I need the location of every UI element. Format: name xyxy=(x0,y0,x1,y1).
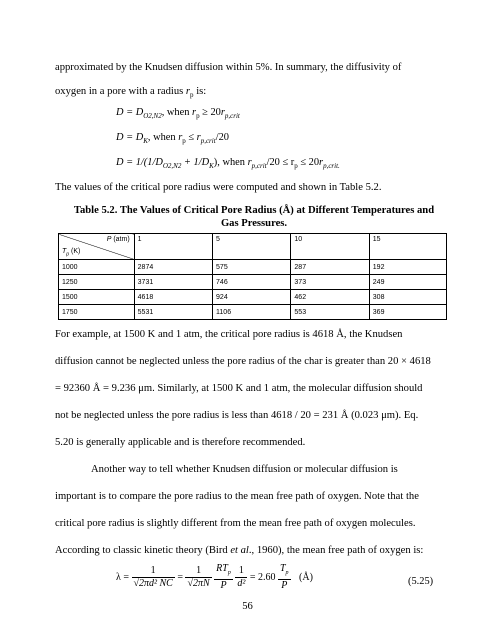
numerator: 1 xyxy=(235,565,247,578)
temperature-unit: (K) xyxy=(69,247,81,255)
table-row xyxy=(59,305,447,320)
eq-sub: p,crit xyxy=(251,162,267,171)
subscript: p xyxy=(190,91,194,100)
table-cell: 575 xyxy=(213,260,291,275)
caption-line-1: Table 5.2. The Values of Critical Pore Radius (Å) at Different Temperatures and xyxy=(73,205,435,216)
eq-var: r xyxy=(319,157,324,168)
eq-sub: O2,N2 xyxy=(162,162,182,171)
eq-sub: p,crit. xyxy=(323,162,340,171)
eq-sub: K xyxy=(143,137,148,146)
eq-text: /20 ≤ r xyxy=(266,157,295,168)
equals: = xyxy=(177,572,183,583)
lambda-symbol: λ = xyxy=(116,572,129,583)
fraction xyxy=(214,563,233,592)
caption-line-2: Gas Pressures. xyxy=(220,218,288,229)
eq-text: ), when xyxy=(213,157,248,168)
eq-sub: K xyxy=(209,162,214,171)
equation-number: (5.25) xyxy=(408,576,434,587)
table-header-row xyxy=(59,234,447,260)
eq-var: r xyxy=(196,132,201,143)
pressure-unit: (atm) xyxy=(111,236,130,243)
critical-pore-radius-table xyxy=(58,233,447,320)
paragraph-4-line-1: Another way to tell whether Knudsen diffusion or molecular diffusion is xyxy=(91,464,398,475)
fraction xyxy=(278,563,291,592)
paragraph-3-line-5: 5.20 is generally applicable and is therefore recommended. xyxy=(55,437,306,448)
text-italic: et al xyxy=(230,545,249,556)
eq-text: + 1/D xyxy=(181,157,210,168)
coefficient: = 2.60 xyxy=(249,572,276,583)
paragraph-4-line-2: important is to compare the pore radius to the mean free path of oxygen. Note that the xyxy=(55,491,419,502)
table-cell: 287 xyxy=(291,260,369,275)
eq-text: ≤ 20 xyxy=(297,157,320,168)
paragraph-2: The values of the critical pore radius were computed and shown in Table 5.2. xyxy=(55,182,382,193)
eq-text: , when xyxy=(161,107,193,118)
eq-lhs: D = D xyxy=(116,107,144,118)
denominator: √2πN xyxy=(187,578,210,589)
eq-sub: p,crit xyxy=(200,137,216,146)
numerator xyxy=(214,563,233,580)
denominator: P xyxy=(281,580,288,591)
eq-text: /20 xyxy=(215,132,229,143)
table-cell: 192 xyxy=(369,260,446,275)
temperature-var: T xyxy=(62,247,67,255)
table-cell: 462 xyxy=(291,290,369,305)
num-sub: p xyxy=(285,570,289,576)
eq-text: ≥ 20 xyxy=(199,107,221,118)
eq-lhs: D = D xyxy=(116,132,144,143)
pressure-col-header: 1 xyxy=(134,234,212,260)
table-cell: 2874 xyxy=(134,260,212,275)
pressure-header xyxy=(107,236,130,243)
table-cell: 924 xyxy=(213,290,291,305)
eq-text: , when xyxy=(147,132,179,143)
num-text: RT xyxy=(216,563,228,574)
paragraph-1-line-2 xyxy=(55,85,206,102)
temperature-cell: 1250 xyxy=(59,275,135,290)
pressure-col-header: 5 xyxy=(213,234,291,260)
text: oxygen in a pore with a radius xyxy=(55,86,186,97)
variable: r xyxy=(185,86,191,97)
num-sub: p xyxy=(227,570,231,576)
pressure-var: P xyxy=(106,236,112,243)
table-caption xyxy=(55,204,453,230)
table-cell: 3731 xyxy=(134,275,212,290)
eq-var: r xyxy=(220,107,225,118)
temperature-cell: 1750 xyxy=(59,305,135,320)
table-cell: 4618 xyxy=(134,290,212,305)
table-row xyxy=(59,290,447,305)
numerator xyxy=(278,563,291,580)
table-cell: 5531 xyxy=(134,305,212,320)
temperature-header xyxy=(62,248,80,257)
paragraph-4-line-4 xyxy=(55,544,423,557)
eq-sub: p xyxy=(196,112,200,121)
table-cell: 249 xyxy=(369,275,446,290)
paragraph-3-line-2: diffusion cannot be neglected unless the pore radius of the char is greater than 20 × 4618 xyxy=(55,356,431,367)
table-cell: 369 xyxy=(369,305,446,320)
fraction xyxy=(185,565,211,590)
paragraph-3-line-3: = 92360 Å = 9.236 μm. Similarly, at 1500 K and 1 atm, the molecular diffusion should xyxy=(55,383,423,394)
pressure-col-header: 10 xyxy=(291,234,369,260)
denominator: √2πd² NC xyxy=(133,578,173,589)
table-cell: 1106 xyxy=(213,305,291,320)
temperature-sub: p xyxy=(66,251,70,257)
eq-sub: O2,N2 xyxy=(143,112,162,121)
numerator: 1 xyxy=(185,565,211,578)
eq-var: r xyxy=(247,157,252,168)
table-cell: 746 xyxy=(213,275,291,290)
text: According to classic kinetic theory (Bird xyxy=(55,545,231,556)
num-text: T xyxy=(279,563,286,574)
table-cell: 308 xyxy=(369,290,446,305)
table-row xyxy=(59,260,447,275)
text: ., 1960), the mean free path of oxygen is: xyxy=(248,545,424,556)
eq-text: ≤ xyxy=(185,132,197,143)
paragraph-3-line-1: For example, at 1500 K and 1 atm, the critical pore radius is 4618 Å, the Knudsen xyxy=(55,329,403,340)
mean-free-path-equation xyxy=(116,563,313,592)
equation-1 xyxy=(116,106,240,123)
paragraph-1-line-1: approximated by the Knudsen diffusion within 5%. In summary, the diffusivity of xyxy=(55,62,402,73)
fraction xyxy=(235,565,247,590)
table-cell: 373 xyxy=(291,275,369,290)
equation-3 xyxy=(116,156,340,173)
paragraph-3-line-4: not be neglected unless the pore radius is less than 4618 / 20 = 231 Å (0.023 μm). Eq. xyxy=(55,410,419,421)
eq-var: r xyxy=(192,107,197,118)
eq-sub: p xyxy=(182,137,186,146)
unit: (Å) xyxy=(299,572,313,583)
eq-text: D = 1/(1/D xyxy=(116,157,163,168)
equation-2 xyxy=(116,131,229,148)
page-number: 56 xyxy=(242,601,253,612)
denominator: P xyxy=(220,580,227,591)
pressure-col-header: 15 xyxy=(369,234,446,260)
numerator: 1 xyxy=(132,565,175,578)
eq-sub: p,crit xyxy=(224,112,240,121)
table-cell: 553 xyxy=(291,305,369,320)
table-row xyxy=(59,275,447,290)
eq-var: r xyxy=(178,132,183,143)
text: is: xyxy=(193,86,207,97)
denominator: d² xyxy=(237,578,246,589)
table-corner-cell xyxy=(59,234,135,260)
fraction xyxy=(132,565,175,590)
temperature-cell: 1000 xyxy=(59,260,135,275)
temperature-cell: 1500 xyxy=(59,290,135,305)
paragraph-4-line-3: critical pore radius is slightly different from the mean free path of oxygen molecules. xyxy=(55,518,416,529)
eq-sub: p xyxy=(294,162,298,171)
